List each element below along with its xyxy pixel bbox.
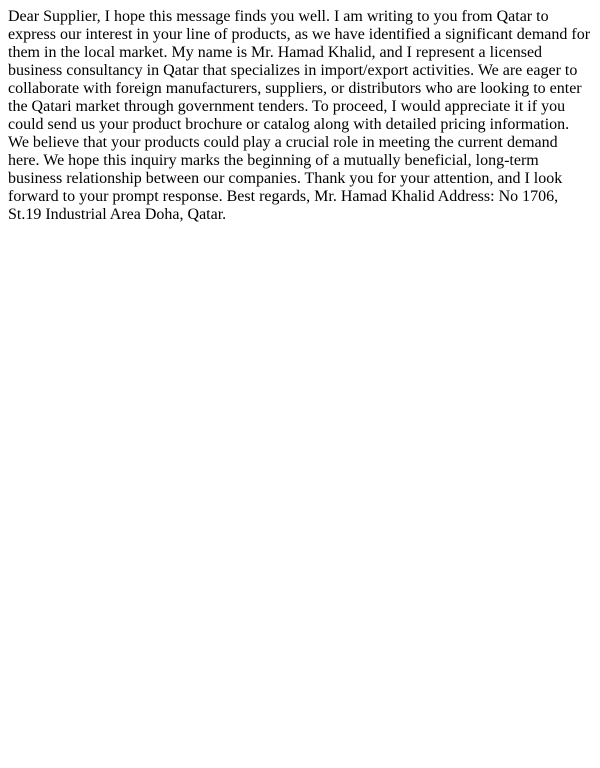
letter-body-text: Dear Supplier, I hope this message finds you well. I am writing to you from Qatar to express our interest in your line of products, as we have identified a significant demand for them in the local market. My name is Mr. Hamad Khalid, and I represent a licensed business consultancy in Qatar that specializes in import/export activities. We are eager to collaborate with foreign manufacturers, suppliers, or distributors who are looking to enter the Qatari market through government tenders. To proceed, I would appreciate it if you could send us your product brochure or catalog along with detailed pricing information. We believe that your products could play a crucial role in meeting the current demand here. We hope this inquiry marks the beginning of a mutually beneficial, long-term business relationship between our companies. Thank you for your attention, and I look forward to your prompt response. Best regards, Mr. Hamad Khalid Address: No 1706, St.19 Industrial Area Doha, Qatar. bbox=[8, 8, 591, 223]
document-page bbox=[0, 0, 600, 232]
